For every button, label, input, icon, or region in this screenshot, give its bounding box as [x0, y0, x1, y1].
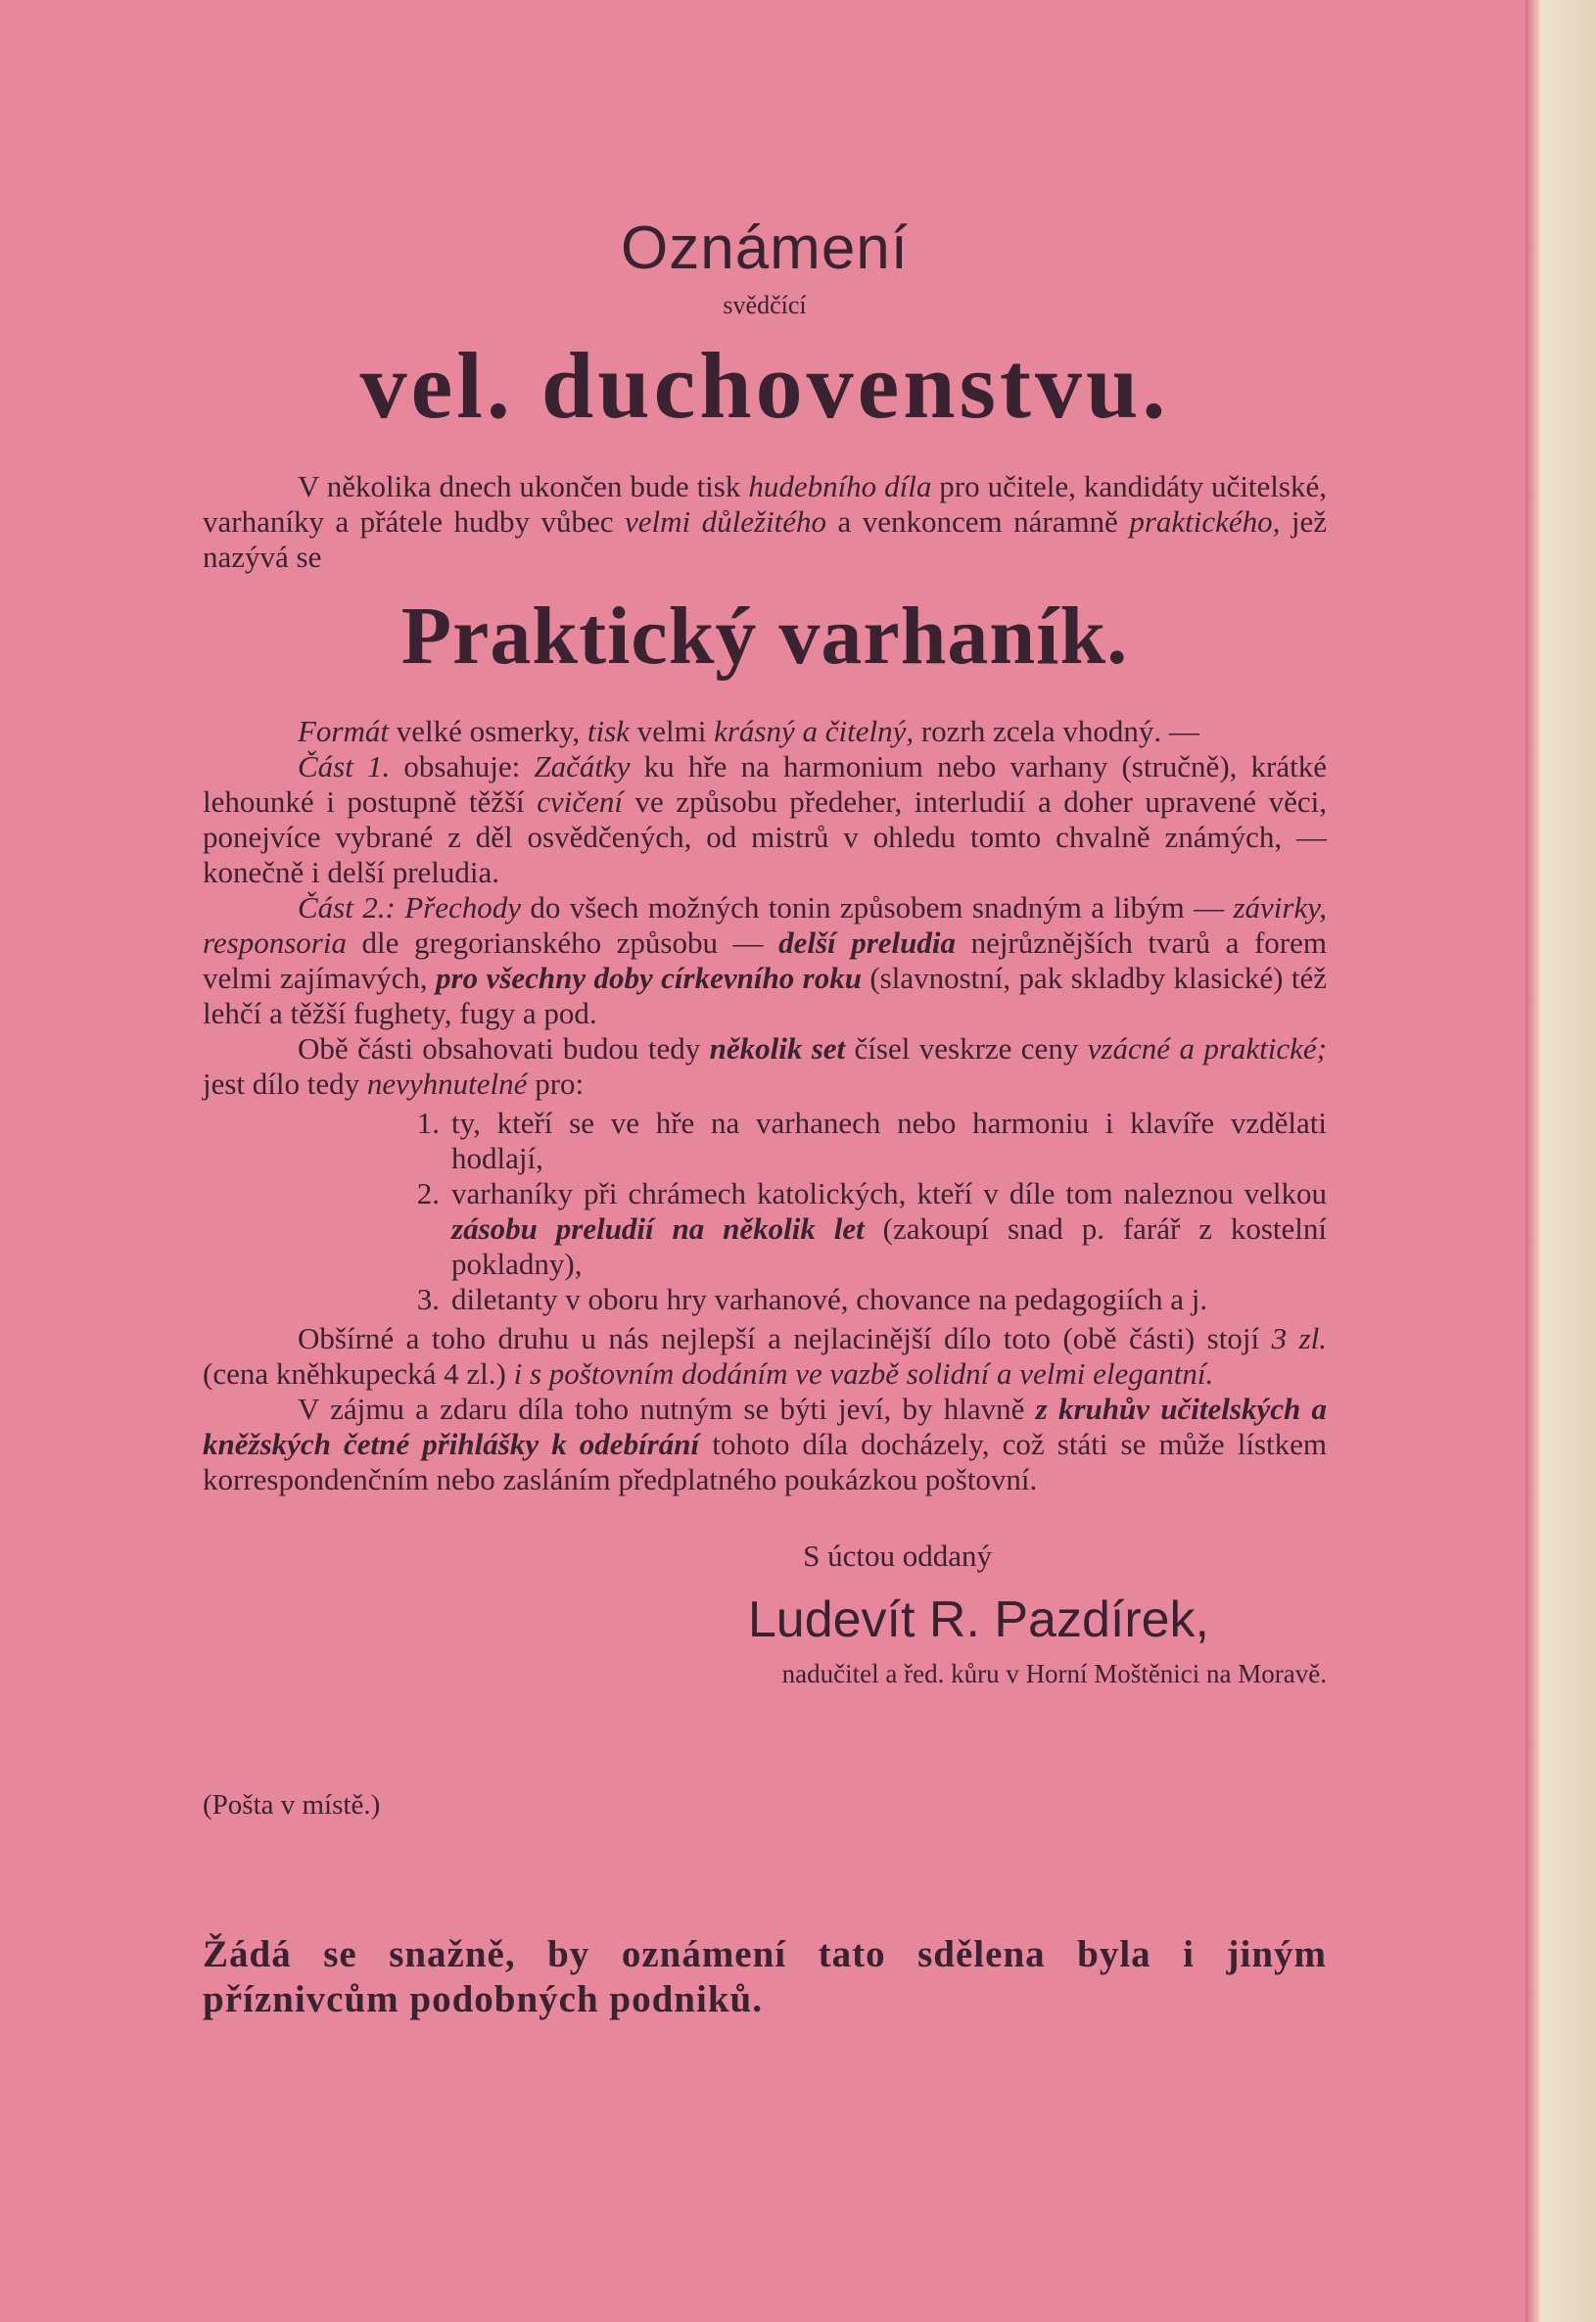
announcement-body	[203, 211, 1327, 2022]
part1-paragraph: Část 1. obsahuje: Začátky ku hře na harmonium nebo varhany (stručně), krátké lehounké i postupně těžší cvičení ve způsobu předeher, interludií a doher upravené věci, ponejvíce vybrané z děl osvědčených, od mistrů v ohledu tomto chvalně známých, — konečně i delší preludia.	[203, 749, 1328, 889]
list-item: 1. ty, kteří se ve hře na varhanech nebo harmoniu i klavíře vzdělati hodlají,	[416, 1106, 1327, 1175]
signature-name: Ludevít R. Pazdírek,	[747, 1591, 1209, 1648]
format-paragraph: Formát velké osmerky, tisk velmi krásný a čitelný, rozrh zcela vhodný. —	[298, 714, 1199, 748]
intro-paragraph: V několika dnech ukončen bude tisk hudebního díla pro učitele, kandidáty učitelské, varhaníky a přátele hudby vůbec velmi důležitého a venkoncem náramně praktického, jež nazývá se	[203, 469, 1328, 574]
audience-list	[203, 1106, 1327, 1317]
part2-paragraph: Část 2.: Přechody do všech možných tonin způsobem snadným a libým — závirky, responsoria dle gregorianského způsobu — delší preludia nejrůznějších tvarů a forem velmi zajímavých, pro všechny doby církevního roku (slavnostní, pak skladby klasické) též lehčí a těžší fughety, fugy a pod.	[203, 890, 1328, 1030]
page-edge	[1526, 0, 1539, 2322]
appeal-paragraph: V zájmu a zdaru díla toho nutným se býti jeví, by hlavně z kruhův učitelských a kněžských četné přihlášky k odebírání tohoto díla docházely, což státi se může lístkem korrespondenčním nebo zasláním předplatného poukázkou poštovní.	[203, 1392, 1327, 1496]
price-paragraph: Obšírné a toho druhu u nás nejlepší a nejlacinější dílo toto (obě části) stojí 3 zl. (cena kněhkupecká 4 zl.) i s poštovním dodáním ve vazbě solidní a velmi elegantní.	[203, 1321, 1328, 1391]
post-office-note: (Pošta v místě.)	[203, 1789, 381, 1821]
document-title: Oznámení	[620, 214, 910, 282]
signature-greeting: S úctou oddaný	[803, 1539, 992, 1573]
adjacent-paper	[1539, 0, 1596, 2322]
addressee-heading: vel. duchovenstvu.	[359, 333, 1170, 438]
list-item: 2. varhaníky při chrámech katolických, kteří v díle tom naleznou velkou zásobu preludií na několik let (zakoupí snad p. farář z kostelní pokladny),	[416, 1176, 1327, 1281]
document-subtitle: svědčící	[723, 291, 807, 319]
signature-position: nadučitel a řed. kůru v Horní Moštěnici na Moravě.	[781, 1659, 1327, 1688]
both-parts-paragraph: Obě části obsahovati budou tedy několik set čísel veskrze ceny vzácné a praktické; jest dílo tedy nevyhnutelné pro:	[203, 1031, 1327, 1101]
list-item: 3. diletanty v oboru hry varhanové, chovance na pedagogiích a j.	[416, 1282, 1208, 1316]
book-title: Praktický varhaník.	[400, 591, 1129, 682]
footer-request: Žádá se snažně, by oznámení tato sdělena byla i jiným příznivcům podobných podniků.	[203, 1933, 1327, 2020]
